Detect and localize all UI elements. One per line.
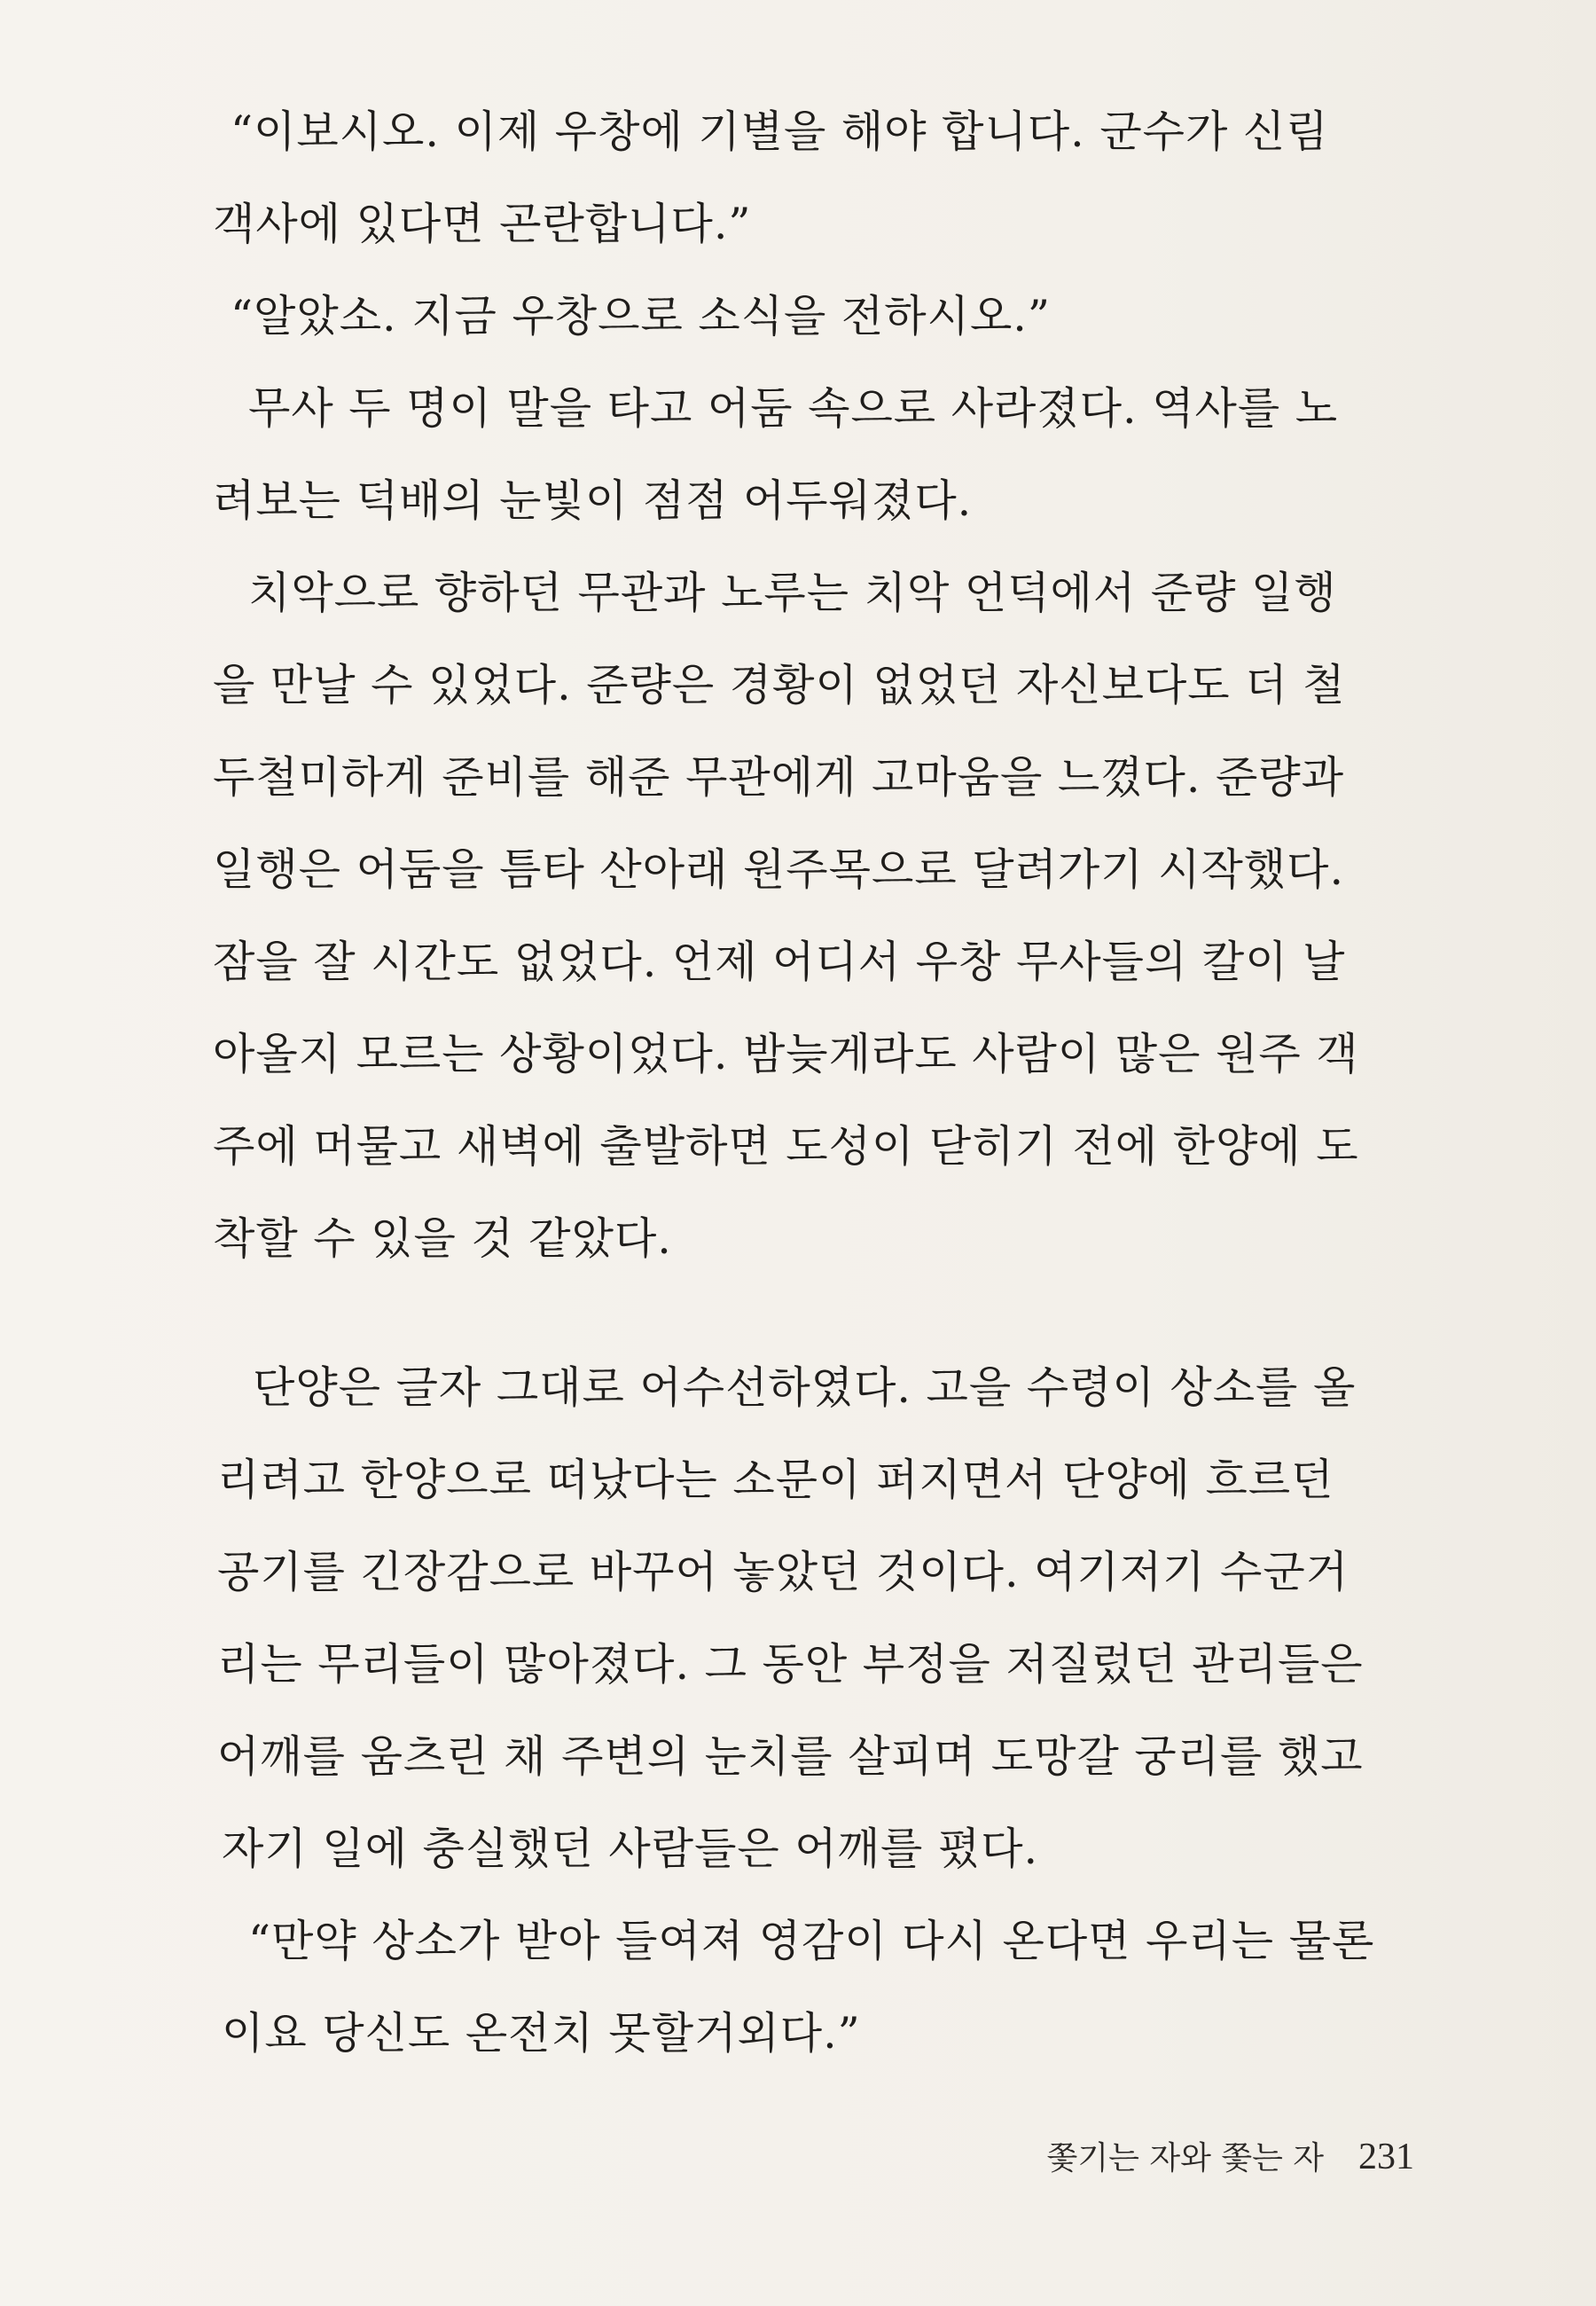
text-line: 단양은 글자 그대로 어수선하였다. 고을 수령이 상소를 올 (253, 1362, 1357, 1413)
text-line: “알았소. 지금 우창으로 소식을 전하시오.” (231, 291, 1051, 341)
running-title: 쫓기는 자와 쫓는 자 (1046, 2140, 1325, 2177)
text-line: 잠을 잘 시간도 없었다. 언제 어디서 우창 무사들의 칼이 날 (213, 937, 1346, 987)
text-line: 이요 당신도 온전치 못할거외다.” (222, 2008, 861, 2059)
text-line: 리려고 한양으로 떠났다는 소문이 퍼지면서 단양에 흐르던 (217, 1455, 1334, 1505)
text-line: 공기를 긴장감으로 바꾸어 놓았던 것이다. 여기저기 수군거 (217, 1547, 1350, 1597)
text-line: 치악으로 향하던 무관과 노루는 치악 언덕에서 준량 일행 (248, 568, 1337, 618)
text-line: 을 만날 수 있었다. 준량은 경황이 없었던 자신보다도 더 철 (213, 660, 1346, 710)
text-line: “만약 상소가 받아 들여져 영감이 다시 온다면 우리는 물론 (248, 1916, 1375, 1966)
text-line: 려보는 덕배의 눈빛이 점점 어두워졌다. (213, 475, 973, 526)
text-line: 리는 무리들이 많아졌다. 그 동안 부정을 저질렀던 관리들은 (217, 1639, 1364, 1690)
text-line: 어깨를 움츠린 채 주변의 눈치를 살피며 도망갈 궁리를 했고 (217, 1731, 1364, 1782)
text-line: 객사에 있다면 곤란합니다.” (213, 199, 752, 249)
text-line: 자기 일에 충실했던 사람들은 어깨를 폈다. (222, 1824, 1039, 1874)
page-footer (1047, 2133, 1414, 2178)
page-number: 231 (1358, 2137, 1414, 2177)
text-line: 두철미하게 준비를 해준 무관에게 고마움을 느꼈다. 준량과 (213, 752, 1345, 803)
text-line: 아올지 모르는 상황이었다. 밤늦게라도 사람이 많은 원주 객 (213, 1029, 1359, 1079)
text-line: 착할 수 있을 것 같았다. (213, 1213, 672, 1264)
text-line: “이보시오. 이제 우창에 기별을 해야 합니다. 군수가 신림 (231, 106, 1329, 157)
text-line: 일행은 어둠을 틈타 산아래 원주목으로 달려가기 시작했다. (213, 844, 1345, 895)
text-line: 무사 두 명이 말을 타고 어둠 속으로 사라졌다. 역사를 노 (248, 383, 1339, 434)
text-line: 주에 머물고 새벽에 출발하면 도성이 닫히기 전에 한양에 도 (213, 1121, 1359, 1172)
